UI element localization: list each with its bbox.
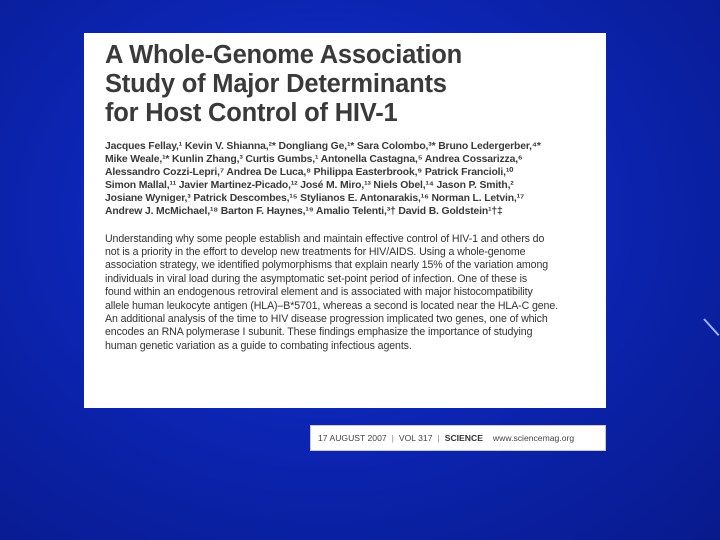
separator: |: [437, 433, 440, 443]
paper-excerpt: [84, 33, 606, 408]
title-line: Study of Major Determinants: [105, 70, 447, 98]
abstract-line: found within an endogenous retroviral element and is associated with major histocompatibility: [105, 286, 533, 299]
abstract-line: association strategy, we identified polymorphisms that explain nearly 15% of the variation among: [105, 259, 549, 272]
decorative-accent-line: [703, 318, 719, 336]
abstract-line: Understanding why some people establish and maintain effective control of HIV-1 and others do: [105, 232, 545, 245]
volume: VOL 317: [398, 433, 433, 443]
abstract-line: encodes an RNA polymerase I subunit. These findings emphasize the importance of studying: [105, 326, 533, 339]
author-line: Mike Weale,¹* Kunlin Zhang,³ Curtis Gumbs,¹ Antonella Castagna,⁵ Andrea Cossarizza,⁶: [105, 154, 523, 166]
author-line: Josiane Wyniger,³ Patrick Descombes,¹⁵ Stylianos E. Antonarakis,¹⁶ Norman L. Letvin,¹⁷: [105, 193, 525, 205]
abstract-line: not is a priority in the effort to develop new treatments for HIV/AIDS. Using a whole-genome: [105, 245, 526, 258]
abstract-line: An additional analysis of the time to HIV disease progression implicated two genes, one of which: [105, 313, 548, 325]
author-list: [105, 140, 584, 219]
author-line: Jacques Fellay,¹ Kevin V. Shianna,²* Dongliang Ge,¹* Sara Colombo,³* Bruno Ledergerber,⁴*: [105, 141, 541, 152]
citation-footer: [310, 425, 606, 451]
author-line: Andrew J. McMichael,¹⁸ Barton F. Haynes,¹⁹ Amalio Telenti,³† David B. Goldstein¹†‡: [105, 206, 503, 218]
journal-name: SCIENCE: [444, 433, 483, 443]
abstract-line: individuals in viral load during the asymptomatic set-point period of infection. One of these is: [105, 272, 528, 285]
abstract-line: human genetic variation as a guide to combating infectious agents.: [105, 339, 412, 352]
author-line: Simon Mallal,¹¹ Javier Martinez-Picado,¹² José M. Miro,¹³ Niels Obel,¹⁴ Jason P. Smith,²: [105, 180, 514, 192]
abstract: [105, 233, 584, 354]
title-line: for Host Control of HIV-1: [105, 99, 398, 127]
journal-url: www.sciencemag.org: [492, 433, 575, 443]
paper-title: [105, 41, 584, 128]
separator: |: [391, 433, 394, 443]
publication-date: 17 AUGUST 2007: [318, 433, 387, 443]
author-line: Alessandro Cozzi-Lepri,⁷ Andrea De Luca,⁸ Philippa Easterbrook,⁹ Patrick Francioli,¹⁰: [105, 167, 514, 179]
abstract-line: allele human leukocyte antigen (HLA)–B*5701, whereas a second is located near the HLA-C gene.: [105, 299, 558, 312]
title-line: A Whole-Genome Association: [105, 41, 463, 69]
